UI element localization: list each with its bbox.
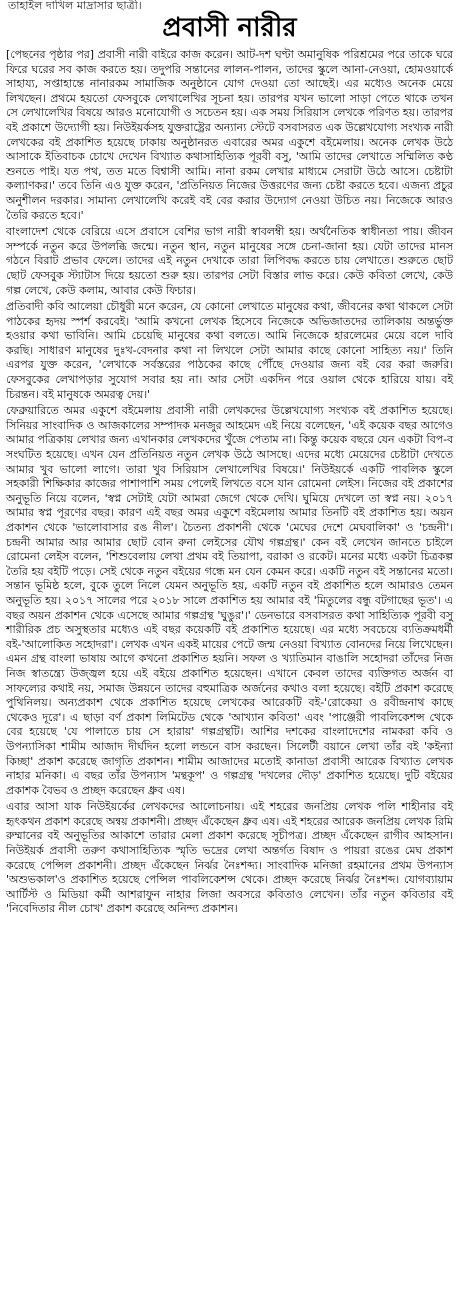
article-headline: প্রবাসী নারীর <box>162 13 297 43</box>
article-paragraph: [পেছনের পৃষ্ঠার পর] প্রবাসী নারী বাইরে কাজ করেন। আট-দশ ঘণ্টা অমানুষিক পরিশ্রমের পরে তাকে ঘরে ফিরে ঘরের সব কাজ করতে হয়। তদুপরি সন্তানের লালন-পালন, তাদের স্কুলে আনা-নেওয়া, হোমওয়ার্কে সাহায্য, সপ্তাহান্তে নানারকম সামাজিক অনুষ্ঠানে যোগ দেওয়া তো আছেই। এর মধ্যেও অনেক মেয়ে লিখছেন। প্রথমে হয়তো ফেসবুকে লেখালেখির সূচনা হয়। তারপর যখন ভালো সাড়া পেতে থাকে তখন সে লেখালেখির বিষয়ে আরও মনোযোগী ও সচেতন হয়। এক সময় সিরিয়াস লেখকে পরিণত হয়। তারপর বই প্রকাশে উদ্যোগী হয়। নিউইয়র্কসহ যুক্তরাষ্ট্রের অন্যান্য স্টেটে বসবাসরত এক উল্লেখযোগ্য সংখ্যক নারী লেখকের বই প্রকাশিত হয়েছে ঢাকায় অনুষ্ঠানরত এবারের অমর একুশে বইমেলায়। অনেক লেখক উঠে আসাকে ইতিবাচক চোখে দেখেন বিখ্যাত কথাসাহিত্যিক পূরবী বসু, 'আমি তাদের লেখাতে সম্মিলিত কণ্ঠ শুনতে পাই। যত পথ, তত মতে বিশ্বাসী আমি। নানা রকম লেখার মাধ্যমে সেরাটা উঠে আসে। চেষ্টাটা কল্যাণকর।' তবে তিনি এও যুক্ত করেন, 'প্রতিনিয়ত নিজের উত্তরণের জন্য চেষ্টা করতে হবে। এজন্য প্রচুর অনুশীলন দরকার। সামান্য লেখালেখি করেই বই বের করার উদ্যোগ নেওয়া উচিত নয়। নিজেকে আরও তৈরি করতে হবে।' <box>6 48 453 222</box>
previous-article-tail: তাহাইল দাখিল মাদ্রাসার ছাত্রী। <box>8 0 142 12</box>
article-paragraph: ফেব্রুয়ারিতে অমর একুশে বইমেলায় প্রবাসী নারী লেখকদের উল্লেখযোগ্য সংখ্যক বই প্রকাশিত হয়েছে। সিনিয়র সাংবাদিক ও আজকালের সম্পাদক মনজুর আহমেদ এই নিয়ে বলেছেন, 'এই কয়েক বছর আগেও আমার পত্রিকায় লেখার জন্য এখানকার লেখকদের খুঁজে পেতাম না। কিন্তু কয়েক বছরে যেন একটা বিপ-ব সংঘটিত হয়েছে। এখন যেন প্রতিনিয়ত নতুন লেখক উঠে আসছে। এদের মধ্যে মেয়েদের চেষ্টাটা দেখতে আমার খুব ভালো লাগে। তারা খুব সিরিয়াস লেখালেখির বিষয়ে।' নিউইয়র্কে একটি পাবলিক স্কুলে সহকারী শিক্ষিকার কাজের পাশাপাশি সময় পেলেই লিখতে বসে যান রোমেনা লেইস। নিজের বই প্রকাশের অনুভূতি নিয়ে বলেন, 'স্বপ্ন সেটাই যেটা আমরা জেগে থেকে দেখি। ঘুমিয়ে দেখলে তা স্বপ্ন নয়। ২০১৭ আমার স্বপ্ন পূরণের বছর। কারণ এই বছর অমর একুশে বইমেলায় আমার তিনটি বই প্রকাশিত হয়। অয়ন প্রকাশন থেকে 'ভালোবাসার রঙ নীল'। চৈতন্য প্রকাশনী থেকে 'মেঘের দেশে মেঘবালিকা' ও 'চন্দ্রনী'। চন্দ্রনী আমার আর আমার ছোট বোন রুনা লেইসের যৌথ গল্পগ্রন্থ।' কেন বই লেখেন জানতে চাইলে রোমেনা লেইস বলেন, 'শিশুবেলায় লেখা প্রথম বই তিয়াপা, বরাকা ও রকেট। মনের মধ্যে একটা চিত্রকল্প তৈরি হয় বইটি পড়ে। সেই থেকে নতুন বইয়ের গন্ধে মন যেন কেমন করে। একটি নতুন বই সন্তানের মতো। সন্তান ভূমিষ্ঠ হলে, বুকে তুলে নিলে যেমন অনুভূতি হয়, একটি নতুন বই প্রকাশিত হলে আমারও তেমন অনুভূতি হয়। ২০১৭ সালের পরে ২০১৮ সালে প্রকাশিত হয় আমার বই 'মিতুলের বন্ধু বটগাছের ভূত'। এ বছর অয়ন প্রকাশন থেকে এসেছে আমার গল্পগ্রন্থ 'ঘুঙুর'।' ডেনভারে বসবাসরত কথা সাহিত্যিক পূরবী বসু শারীরিক প্রচ অসুস্থতার মধ্যেও এই বছর কয়েকটি বই প্রকাশিত হয়েছে। এর মধ্যে সবচেয়ে ব্যতিক্রমধর্মী বই-'আলোকিত সহোদরা'। লেখক এখন একই মায়ের পেটে জন্ম নেওয়া বিখ্যাত বোনদের নিয়ে লিখেছেন। এমন গ্রন্থ বাংলা ভাষায় আগে কখনো প্রকাশিত হয়নি। সফল ও খ্যাতিমান বাঙালি সহোদরা তাঁদের নিজ নিজ স্বাতন্ত্র্যে উজ্জ্বল হয়ে এই বইয়ে প্রকাশিত হয়েছেন। এখানে কেবল তাদের ব্যক্তিগত অর্জন বা সাফল্যের কথাই নয়, সমাজ উন্নয়নে তাদের বহুমাত্রিক অর্জনের কথাও বলা হয়েছে। বইটি প্রকাশ করেছে পুথিনিলয়। অন্যপ্রকাশ থেকে প্রকাশিত হয়েছে লেখকের আরেকটি বই-'রোকেয়া ও রবীন্দ্রনাথ কাছে থেকেও দূরে'। এ ছাড়া বর্ণ প্রকাশ লিমিটেড থেকে 'আখ্যান কবিতা' এবং 'পাঞ্জেরী পাবলিকেশন্স থেকে বের হয়েছে 'যে পালাতে চায় সে হারায়' গল্পগ্রন্থটি। আশির দশকের বাংলাদেশের নামকরা কবি ও উপন্যাসিকা শামীম আজাদ দীর্ঘদিন হলো লন্ডনে বাস করছেন। সিলেটী বয়ানে লেখা তাঁর বই 'কইন্যা কিচ্ছা' প্রকাশ করেছে জাগৃতি প্রকাশন। শামীম আজাদের মতোই কানাডা প্রবাসী আরেক বিখ্যাত লেখক নাহার মনিকা। এ বছর তাঁর উপন্যাস 'মন্থকূপ' ও গল্পগ্রন্থ 'দখলের দৌড়' প্রকাশিত হয়েছে। দুটি বইয়ের প্রকাশক বৈভব ও প্রচ্ছদ করেছেন ধ্রুব এষ। <box>6 404 453 797</box>
article-body <box>6 48 453 917</box>
article-paragraph: এবার আসা যাক নিউইয়র্কের লেখকদের আলোচনায়। এই শহরের জনপ্রিয় লেখক পলি শাহীনার বই হৃৎকথন প্রকাশ করেছে অন্বয় প্রকাশনী। প্রচ্ছদ এঁকেছেন ধ্রুব এষ। এই শহরের আরেক জনপ্রিয় লেখক রিমি রুম্মানের বই অনুভূতির আকাশে তারার মেলা প্রকাশ করেছে সূচীপত্র। প্রচ্ছদ এঁকেছেন রাগীব আহসান। নিউইয়র্ক প্রবাসী তরুণ কথাসাহিত্যিক স্মৃতি ভদ্রের লেখা অন্তর্গত বিষাদ ও পায়রা রঙের মেঘ প্রকাশ করেছে পেন্সিল প্রকাশনী। প্রচ্ছদ এঁকেছেন নির্ঝর নৈঃশব্দ্য। সাংবাদিক মনিজা রহমানের প্রথম উপন্যাস 'অশুভকাল'ও প্রকাশিত হয়েছে পেন্সিল পাবলিকেশন্স থেকে। প্রচ্ছদ করেছে নির্ঝর নৈঃশব্দ। যোগব্যায়াম আর্টিস্ট ও মিডিয়া কর্মী আশরাফুন নাহার লিজা অবসরে কবিতাও লেখেন। তাঁর নতুন কবিতার বই 'নিবেদিতার নীল চোখ' প্রকাশ করেছে অনিন্দ্য প্রকাশন। <box>6 800 453 916</box>
article-paragraph: বাংলাদেশ থেকে বেরিয়ে এসে প্রবাসে বেশির ভাগ নারী স্বাবলম্বী হয়। অর্থনৈতিক স্বাধীনতা পায়। জীবন সম্পর্কে নতুন করে উপলব্ধি জন্মে। নতুন স্থান, নতুন মানুষের সঙ্গে চেনা-জানা হয়। যেটা তাদের মানস গঠনে বিরাট প্রভাব ফেলে। তাদের এই নতুন দেখাকে তারা লিপিবদ্ধ করতে চায় লেখাতে। শুরুতে ছোট ছোট ফেসবুক স্ট্যাটাস দিয়ে হয়তো শুরু হয়। তারপর সেটা বিস্তার লাভ করে। কেউ কবিতা লেখে, কেউ গল্প লেখে, কেউ কলাম, আবার কেউ ফিচার। <box>6 225 453 297</box>
article-paragraph: প্রতিবাদী কবি আলেয়া চৌধুরী মনে করেন, যে কোনো লেখাতে মানুষের কথা, জীবনের কথা থাকলে সেটা পাঠকের হৃদয় স্পর্শ করবেই। 'আমি কখনো লেখক হিসেবে নিজেকে অভিজাতদের তালিকায় অন্তর্ভুক্ত হওয়ার কথা ভাবিনি। আমি চেয়েছি মানুষের কথা বলতে। আমি নিজেকে হারলেমের মেয়ে বলে দাবি করছি। সাধারণ মানুষের দুঃখ-বেদনার কথা না লিখলে সেটা আমার কাছে কোনো সাহিত্য নয়।' তিনি এরপর যুক্ত করেন, 'লেখাকে সর্বস্তরের পাঠকের কাছে পৌঁছে দেওয়ার জন্য বই বের করা জরুরি। ফেসবুকের লেখাপড়ার সুযোগ সবার হয় না। আর সেটা একদিন পরে ওয়াল থেকে হারিয়ে যায়। বই চিরন্তন। বই মানুষকে অমরত্ব দেয়।' <box>6 300 453 401</box>
